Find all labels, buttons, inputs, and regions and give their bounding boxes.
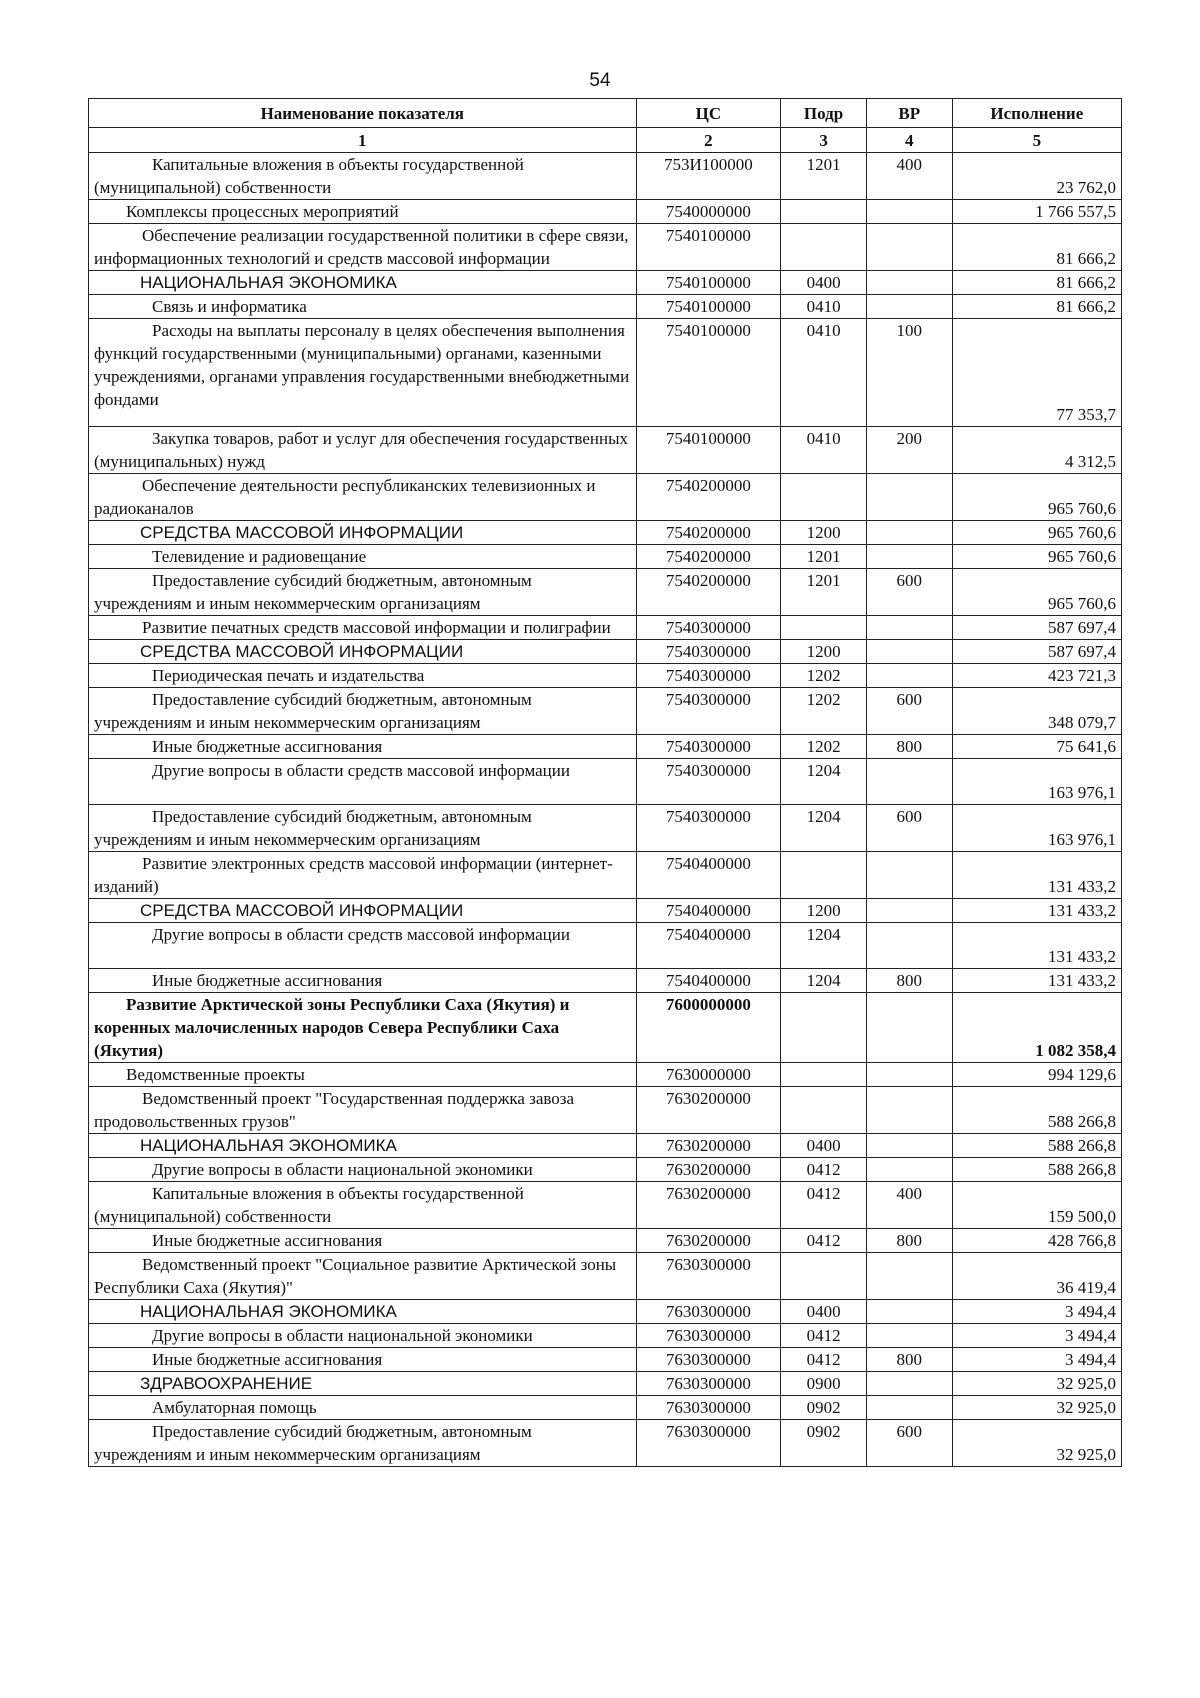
row-value: 131 433,2 xyxy=(952,899,1121,923)
table-row xyxy=(89,1063,1122,1087)
row-name: ЗДРАВООХРАНЕНИЕ xyxy=(89,1372,637,1396)
table-row xyxy=(89,616,1122,640)
row-podr: 0400 xyxy=(781,1300,867,1324)
table-row xyxy=(89,521,1122,545)
row-podr: 0400 xyxy=(781,271,867,295)
table-row xyxy=(89,224,1122,271)
row-cs: 7540200000 xyxy=(636,474,781,521)
row-value: 23 762,0 xyxy=(952,153,1121,200)
row-value: 588 266,8 xyxy=(952,1158,1121,1182)
header-value: Исполнение xyxy=(952,99,1121,128)
row-vr: 100 xyxy=(866,319,952,427)
header-vr: ВР xyxy=(866,99,952,128)
row-vr xyxy=(866,899,952,923)
table-row xyxy=(89,993,1122,1063)
row-cs: 7540200000 xyxy=(636,569,781,616)
row-vr xyxy=(866,521,952,545)
row-podr: 1204 xyxy=(781,759,867,805)
row-vr: 600 xyxy=(866,569,952,616)
row-name: Иные бюджетные ассигнования xyxy=(89,735,637,759)
row-vr xyxy=(866,1253,952,1300)
row-vr: 600 xyxy=(866,688,952,735)
header-name: Наименование показателя xyxy=(89,99,637,128)
header-row xyxy=(89,99,1122,128)
table-row xyxy=(89,923,1122,969)
column-number: 5 xyxy=(952,128,1121,153)
table-row xyxy=(89,1229,1122,1253)
row-cs: 7630000000 xyxy=(636,1063,781,1087)
header-cs: ЦС xyxy=(636,99,781,128)
row-value: 965 760,6 xyxy=(952,545,1121,569)
row-podr xyxy=(781,224,867,271)
table-row xyxy=(89,153,1122,200)
row-name: СРЕДСТВА МАССОВОЙ ИНФОРМАЦИИ xyxy=(89,521,637,545)
row-vr xyxy=(866,200,952,224)
row-podr: 0902 xyxy=(781,1420,867,1467)
row-cs: 7630300000 xyxy=(636,1396,781,1420)
row-name: Ведомственный проект "Государственная поддержка завоза продовольственных грузов" xyxy=(89,1087,637,1134)
row-name: Связь и информатика xyxy=(89,295,637,319)
row-cs: 7630200000 xyxy=(636,1087,781,1134)
row-podr: 1200 xyxy=(781,899,867,923)
row-value: 348 079,7 xyxy=(952,688,1121,735)
row-podr xyxy=(781,474,867,521)
row-value: 81 666,2 xyxy=(952,295,1121,319)
row-name: Закупка товаров, работ и услуг для обеспечения государственных (муниципальных) нужд xyxy=(89,427,637,474)
row-podr: 1201 xyxy=(781,545,867,569)
table-row xyxy=(89,1158,1122,1182)
row-name: Развитие Арктической зоны Республики Саха (Якутия) и коренных малочисленных народов Севера Республики Саха (Якутия) xyxy=(89,993,637,1063)
row-value: 159 500,0 xyxy=(952,1182,1121,1229)
row-vr xyxy=(866,852,952,899)
table-row xyxy=(89,569,1122,616)
row-vr xyxy=(866,1134,952,1158)
row-value: 4 312,5 xyxy=(952,427,1121,474)
row-vr xyxy=(866,1300,952,1324)
table-row xyxy=(89,969,1122,993)
row-cs: 7630300000 xyxy=(636,1324,781,1348)
row-cs: 7630300000 xyxy=(636,1372,781,1396)
row-value: 75 641,6 xyxy=(952,735,1121,759)
row-value: 36 419,4 xyxy=(952,1253,1121,1300)
table-row xyxy=(89,1300,1122,1324)
row-name: Телевидение и радиовещание xyxy=(89,545,637,569)
row-value: 3 494,4 xyxy=(952,1300,1121,1324)
row-podr xyxy=(781,852,867,899)
row-vr: 800 xyxy=(866,735,952,759)
row-value: 965 760,6 xyxy=(952,474,1121,521)
row-cs: 7540200000 xyxy=(636,545,781,569)
row-vr xyxy=(866,1063,952,1087)
row-name: Амбулаторная помощь xyxy=(89,1396,637,1420)
row-value: 131 433,2 xyxy=(952,852,1121,899)
row-value: 131 433,2 xyxy=(952,923,1121,969)
row-vr xyxy=(866,616,952,640)
budget-table xyxy=(88,98,1122,1467)
row-name: Другие вопросы в области национальной экономики xyxy=(89,1158,637,1182)
row-name: Ведомственный проект "Социальное развитие Арктической зоны Республики Саха (Якутия)" xyxy=(89,1253,637,1300)
row-name: НАЦИОНАЛЬНАЯ ЭКОНОМИКА xyxy=(89,271,637,295)
row-value: 1 082 358,4 xyxy=(952,993,1121,1063)
row-podr: 0412 xyxy=(781,1158,867,1182)
row-name: Развитие печатных средств массовой информации и полиграфии xyxy=(89,616,637,640)
row-vr xyxy=(866,1324,952,1348)
row-cs: 7630300000 xyxy=(636,1348,781,1372)
row-cs: 7630200000 xyxy=(636,1134,781,1158)
row-podr: 0412 xyxy=(781,1348,867,1372)
table-row xyxy=(89,1182,1122,1229)
row-cs: 7540300000 xyxy=(636,735,781,759)
table-row xyxy=(89,1348,1122,1372)
row-podr: 1201 xyxy=(781,153,867,200)
row-vr: 800 xyxy=(866,969,952,993)
row-value: 588 266,8 xyxy=(952,1087,1121,1134)
row-name: Развитие электронных средств массовой информации (интернет-изданий) xyxy=(89,852,637,899)
column-number: 4 xyxy=(866,128,952,153)
column-number: 3 xyxy=(781,128,867,153)
row-podr: 0410 xyxy=(781,295,867,319)
table-row xyxy=(89,640,1122,664)
row-vr xyxy=(866,271,952,295)
row-vr: 800 xyxy=(866,1229,952,1253)
row-name: Обеспечение деятельности республиканских телевизионных и радиоканалов xyxy=(89,474,637,521)
column-number-row xyxy=(89,128,1122,153)
row-name: НАЦИОНАЛЬНАЯ ЭКОНОМИКА xyxy=(89,1134,637,1158)
row-vr xyxy=(866,923,952,969)
row-value: 32 925,0 xyxy=(952,1420,1121,1467)
table-row xyxy=(89,899,1122,923)
row-podr xyxy=(781,1063,867,1087)
row-podr: 1202 xyxy=(781,688,867,735)
table-row xyxy=(89,319,1122,427)
row-cs: 7630200000 xyxy=(636,1158,781,1182)
row-cs: 7540100000 xyxy=(636,295,781,319)
column-number: 1 xyxy=(89,128,637,153)
table-row xyxy=(89,1396,1122,1420)
row-vr: 400 xyxy=(866,1182,952,1229)
row-vr xyxy=(866,993,952,1063)
row-value: 587 697,4 xyxy=(952,640,1121,664)
row-cs: 7630300000 xyxy=(636,1300,781,1324)
row-podr: 0400 xyxy=(781,1134,867,1158)
row-value: 994 129,6 xyxy=(952,1063,1121,1087)
row-vr: 600 xyxy=(866,1420,952,1467)
row-podr: 1200 xyxy=(781,521,867,545)
row-name: СРЕДСТВА МАССОВОЙ ИНФОРМАЦИИ xyxy=(89,899,637,923)
row-value: 77 353,7 xyxy=(952,319,1121,427)
row-name: Другие вопросы в области средств массовой информации xyxy=(89,759,637,805)
row-podr: 1202 xyxy=(781,735,867,759)
row-name: Ведомственные проекты xyxy=(89,1063,637,1087)
row-cs: 7540100000 xyxy=(636,319,781,427)
table-row xyxy=(89,474,1122,521)
page-number: 54 xyxy=(589,70,611,91)
row-vr xyxy=(866,759,952,805)
row-podr: 1204 xyxy=(781,805,867,852)
row-podr: 0412 xyxy=(781,1182,867,1229)
row-podr: 0410 xyxy=(781,319,867,427)
row-value: 1 766 557,5 xyxy=(952,200,1121,224)
row-name: Другие вопросы в области национальной экономики xyxy=(89,1324,637,1348)
table-row xyxy=(89,200,1122,224)
row-cs: 7540300000 xyxy=(636,640,781,664)
row-name: НАЦИОНАЛЬНАЯ ЭКОНОМИКА xyxy=(89,1300,637,1324)
row-cs: 7540100000 xyxy=(636,271,781,295)
row-cs: 7600000000 xyxy=(636,993,781,1063)
row-cs: 7540000000 xyxy=(636,200,781,224)
row-cs: 7630200000 xyxy=(636,1229,781,1253)
table-row xyxy=(89,1087,1122,1134)
row-podr xyxy=(781,616,867,640)
column-number: 2 xyxy=(636,128,781,153)
row-podr xyxy=(781,1253,867,1300)
table-row xyxy=(89,664,1122,688)
row-value: 163 976,1 xyxy=(952,805,1121,852)
table-row xyxy=(89,805,1122,852)
row-value: 131 433,2 xyxy=(952,969,1121,993)
row-cs: 7540100000 xyxy=(636,427,781,474)
row-podr: 1200 xyxy=(781,640,867,664)
row-vr: 400 xyxy=(866,153,952,200)
row-vr xyxy=(866,1158,952,1182)
row-vr xyxy=(866,295,952,319)
row-cs: 7540400000 xyxy=(636,923,781,969)
row-value: 32 925,0 xyxy=(952,1396,1121,1420)
row-cs: 7630300000 xyxy=(636,1253,781,1300)
table-row xyxy=(89,271,1122,295)
table-row xyxy=(89,759,1122,805)
row-name: Обеспечение реализации государственной политики в сфере связи, информационных технологий и средств массовой информации xyxy=(89,224,637,271)
row-name: Капитальные вложения в объекты государственной (муниципальной) собственности xyxy=(89,1182,637,1229)
row-podr: 1204 xyxy=(781,969,867,993)
row-cs: 7540400000 xyxy=(636,852,781,899)
table-row xyxy=(89,688,1122,735)
row-vr xyxy=(866,664,952,688)
row-podr: 1201 xyxy=(781,569,867,616)
row-name: Предоставление субсидий бюджетным, автономным учреждениям и иным некоммерческим организациям xyxy=(89,1420,637,1467)
row-podr: 1204 xyxy=(781,923,867,969)
row-cs: 7540100000 xyxy=(636,224,781,271)
row-podr: 1202 xyxy=(781,664,867,688)
row-name: Периодическая печать и издательства xyxy=(89,664,637,688)
row-name: Предоставление субсидий бюджетным, автономным учреждениям и иным некоммерческим организациям xyxy=(89,569,637,616)
row-cs: 7540400000 xyxy=(636,899,781,923)
row-podr: 0900 xyxy=(781,1372,867,1396)
table-row xyxy=(89,1420,1122,1467)
row-vr xyxy=(866,474,952,521)
row-value: 32 925,0 xyxy=(952,1372,1121,1396)
row-cs: 7540200000 xyxy=(636,521,781,545)
row-cs: 7630200000 xyxy=(636,1182,781,1229)
row-value: 588 266,8 xyxy=(952,1134,1121,1158)
row-value: 3 494,4 xyxy=(952,1324,1121,1348)
table-row xyxy=(89,1324,1122,1348)
row-vr xyxy=(866,224,952,271)
row-value: 423 721,3 xyxy=(952,664,1121,688)
row-name: Капитальные вложения в объекты государственной (муниципальной) собственности xyxy=(89,153,637,200)
header-podr: Подр xyxy=(781,99,867,128)
row-podr xyxy=(781,993,867,1063)
row-value: 587 697,4 xyxy=(952,616,1121,640)
row-vr xyxy=(866,1372,952,1396)
table-row xyxy=(89,1372,1122,1396)
table-row xyxy=(89,852,1122,899)
row-value: 965 760,6 xyxy=(952,521,1121,545)
row-cs: 7540300000 xyxy=(636,805,781,852)
row-vr xyxy=(866,545,952,569)
table-body xyxy=(89,153,1122,1467)
row-name: Иные бюджетные ассигнования xyxy=(89,969,637,993)
row-podr: 0412 xyxy=(781,1229,867,1253)
row-podr xyxy=(781,200,867,224)
row-vr xyxy=(866,1087,952,1134)
table-row xyxy=(89,545,1122,569)
row-cs: 7540300000 xyxy=(636,616,781,640)
row-name: Предоставление субсидий бюджетным, автономным учреждениям и иным некоммерческим организациям xyxy=(89,688,637,735)
table-row xyxy=(89,1134,1122,1158)
row-vr xyxy=(866,640,952,664)
table-row xyxy=(89,1253,1122,1300)
table-row xyxy=(89,427,1122,474)
table-row xyxy=(89,295,1122,319)
row-podr: 0412 xyxy=(781,1324,867,1348)
row-value: 81 666,2 xyxy=(952,224,1121,271)
row-value: 965 760,6 xyxy=(952,569,1121,616)
row-name: СРЕДСТВА МАССОВОЙ ИНФОРМАЦИИ xyxy=(89,640,637,664)
row-value: 428 766,8 xyxy=(952,1229,1121,1253)
row-name: Иные бюджетные ассигнования xyxy=(89,1348,637,1372)
row-name: Расходы на выплаты персоналу в целях обеспечения выполнения функций государственными (муниципальными) органами, казенными учреждениями, органами управления государственными внебюджетными фондами xyxy=(89,319,637,427)
row-cs: 7630300000 xyxy=(636,1420,781,1467)
row-cs: 7540300000 xyxy=(636,664,781,688)
row-cs: 7540300000 xyxy=(636,759,781,805)
row-cs: 7540400000 xyxy=(636,969,781,993)
row-vr xyxy=(866,1396,952,1420)
row-vr: 600 xyxy=(866,805,952,852)
row-podr: 0902 xyxy=(781,1396,867,1420)
table-row xyxy=(89,735,1122,759)
row-name: Комплексы процессных мероприятий xyxy=(89,200,637,224)
row-value: 81 666,2 xyxy=(952,271,1121,295)
row-value: 163 976,1 xyxy=(952,759,1121,805)
row-vr: 800 xyxy=(866,1348,952,1372)
row-value: 3 494,4 xyxy=(952,1348,1121,1372)
row-name: Другие вопросы в области средств массовой информации xyxy=(89,923,637,969)
row-cs: 7540300000 xyxy=(636,688,781,735)
row-podr: 0410 xyxy=(781,427,867,474)
row-name: Иные бюджетные ассигнования xyxy=(89,1229,637,1253)
row-vr: 200 xyxy=(866,427,952,474)
row-name: Предоставление субсидий бюджетным, автономным учреждениям и иным некоммерческим организациям xyxy=(89,805,637,852)
row-cs: 753И100000 xyxy=(636,153,781,200)
row-podr xyxy=(781,1087,867,1134)
